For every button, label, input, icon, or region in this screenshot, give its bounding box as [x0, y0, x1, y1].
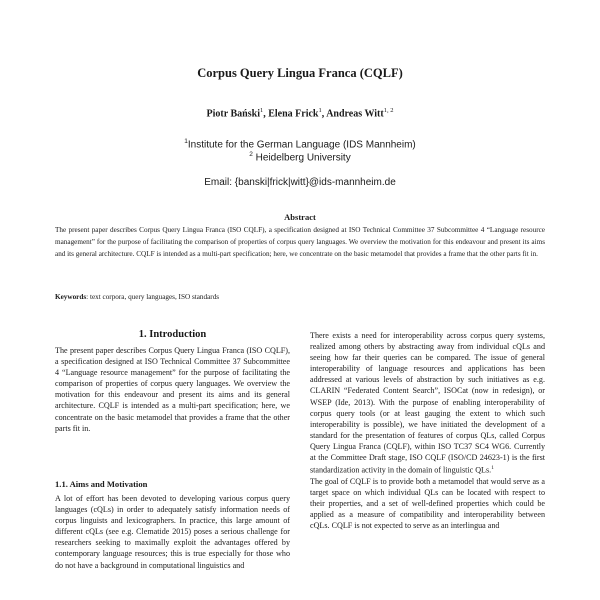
affiliation: [0, 151, 600, 163]
paragraph: A lot of effort has been devoted to developing various corpus query languages (cQLs) in order to adequately satisfy information needs of corpus linguists and lexicographers. In practice, this large amount of different cQLs (see e.g. Clematide 2015) poses a serious challenge for researchers seeking to maximally exploit the advantages offered by contemporary language resources; this is true especially for those who do not have a background in computational linguistics and: [55, 494, 290, 570]
footnote-marker: 1: [491, 465, 494, 472]
affiliation-text: Institute for the German Language (IDS Mannheim): [187, 139, 416, 151]
keywords: [55, 293, 545, 301]
author-name: Elena Frick: [268, 108, 319, 120]
section-heading-introduction: 1. Introduction: [138, 329, 207, 340]
author-name: Piotr Bański: [206, 108, 260, 120]
author-name: Andreas Witt: [326, 108, 384, 120]
affiliation-marker: 1: [184, 138, 188, 145]
author-affiliation-marker: 1, 2: [383, 107, 394, 114]
author-list: Piotr Bański$^1$, Elena Frick$^1$, Andreas Witt$^{1, 2}$: [206, 107, 394, 120]
abstract-text: The present paper describes Corpus Query Lingua Franca (ISO CQLF), a specification designed at ISO Technical Committee 37 Subcommittee 4 “Language resource management” for the purpose of facilitating the comparison of properties of corpus query languages. We overview the motivation for this endeavour and present its aims and its general architecture. CQLF is intended as a multi-part specification; here, we concentrate on the basic metamodel that provides a frame that the other parts fit in.: [55, 226, 545, 258]
paragraph: The present paper describes Corpus Query Lingua Franca (ISO CQLF), a specification designed at ISO Technical Committee 37 Subcommittee 4 “Language resource management” for the purpose of facilitating the comparison of properties of corpus query languages. We overview the motivation for this endeavour and present its aims and its general architecture. CQLF is intended as a multi-part specification; here, we concentrate on the basic metamodel that provides a frame that the other parts fit in.: [55, 346, 290, 433]
keywords-text: : text corpora, query languages, ISO standards: [86, 293, 220, 301]
paragraph-text: There exists a need for interoperability across corpus query systems, realized among others by abstracting away from individual cQLs and seeing how far their queries can be compared. The issue of general interoperability of language resources and applications has been addressed at various levels of abstraction by such initiatives as e.g. CLARIN “Federated Content Search”, ISOCat (now in redesign), or WSEP (Ide, 2013). With the purpose of enabling interoperability of corpus query tools (or at least gauging the extent to which such interoperability is possible), we have initiated the development of a standard for the presentation of features of corpus QLs, called Corpus Query Lingua Franca (CQLF), within ISO TC37 SC4 WG6. Currently at the Committee Draft stage, ISO CQLF (ISO/CD 24623-1) is the first standardization activity in the domain of linguistic QLs.: [310, 331, 545, 475]
keywords-label: Keywords: [55, 293, 87, 301]
right-column: [310, 330, 545, 531]
subsection-heading-aims: 1.1. Aims and Motivation: [55, 479, 148, 489]
paragraph: The goal of CQLF is to provide both a metamodel that would serve as a target space on which individual QLs can be located with respect to their properties, and a set of well-defined properties which could be applied as a measure of compatibility and interoperability between cQLs. CQLF is not expected to serve as an interlingua and: [310, 476, 545, 531]
author-affiliation-marker: 1: [259, 107, 264, 114]
paper-title: Corpus Query Lingua Franca (CQLF): [197, 66, 403, 80]
author-affiliation-marker: 1: [318, 107, 322, 114]
abstract-heading: Abstract: [284, 212, 316, 222]
contact-email: Email: {banski|frick|witt}@ids-mannheim.de: [204, 177, 396, 188]
affiliation-marker: 2: [249, 151, 253, 158]
affiliation-text: Heidelberg University: [255, 152, 351, 164]
introduction-paragraph: [55, 345, 290, 434]
paragraph: [310, 330, 545, 476]
affiliation: [0, 138, 600, 150]
aims-paragraph: [55, 493, 290, 571]
